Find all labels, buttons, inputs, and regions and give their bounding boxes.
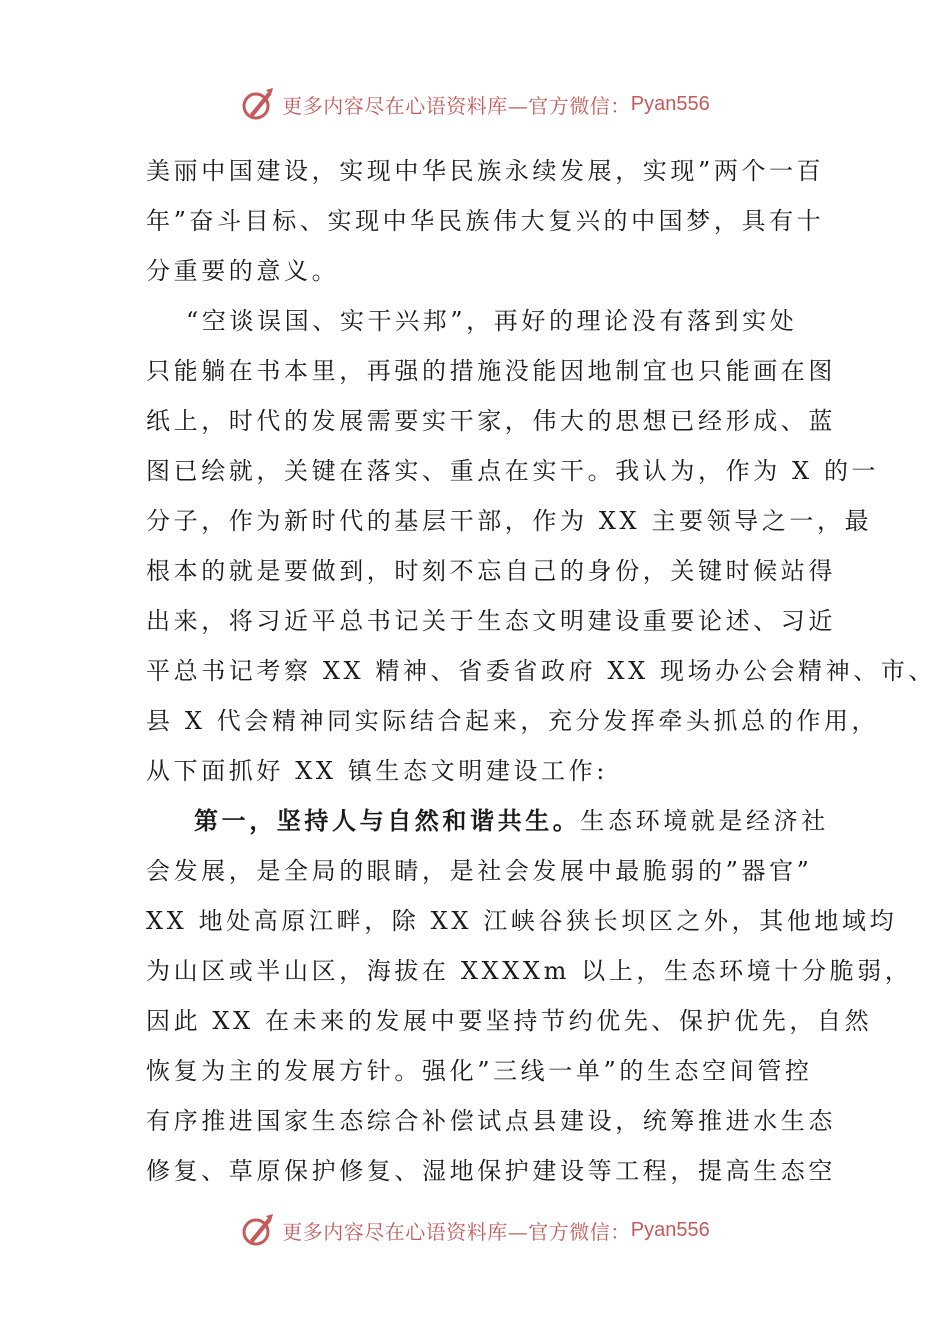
text-line: 出来，将习近平总书记关于生态文明建设重要论述、习近 bbox=[146, 607, 836, 635]
text-line: 年”奋斗目标、实现中华民族伟大复兴的中国梦，具有十 bbox=[146, 207, 825, 235]
watermark-text: 更多内容尽在心语资料库—官方微信： bbox=[282, 1219, 631, 1244]
watermark-wechat-id: Pyan556 bbox=[630, 92, 710, 115]
footer-watermark bbox=[0, 1210, 950, 1250]
text-line: 平总书记考察 XX 精神、省委省政府 XX 现场办公会精神、市、 bbox=[146, 657, 937, 685]
text-line: 因此 XX 在未来的发展中要坚持节约优先、保护优先，自然 bbox=[146, 1007, 873, 1035]
section-heading: 第一，坚持人与自然和谐共生。 bbox=[194, 806, 581, 835]
text-line: 纸上，时代的发展需要实干家，伟大的思想已经形成、蓝 bbox=[146, 407, 836, 435]
text-line bbox=[146, 796, 829, 846]
watermark-text: 更多内容尽在心语资料库—官方微信： bbox=[282, 93, 631, 118]
text-line: “空谈误国、实干兴邦”，再好的理论没有落到实处 bbox=[186, 307, 798, 335]
watermark-wechat-id: Pyan556 bbox=[630, 1218, 710, 1241]
text-line: 根本的就是要做到，时刻不忘自己的身份，关键时候站得 bbox=[146, 557, 836, 585]
text-line: 美丽中国建设，实现中华民族永续发展，实现”两个一百 bbox=[146, 157, 825, 185]
header-watermark bbox=[0, 84, 950, 124]
text-line: 会发展，是全局的眼睛，是社会发展中最脆弱的”器官” bbox=[146, 857, 813, 885]
text-span: 生态环境就是经济社 bbox=[580, 807, 829, 835]
text-line: 从下面抓好 XX 镇生态文明建设工作: bbox=[146, 757, 608, 785]
text-line: 分子，作为新时代的基层干部，作为 XX 主要领导之一，最 bbox=[146, 507, 873, 535]
text-line: 县 X 代会精神同实际结合起来，充分发挥牵头抓总的作用， bbox=[146, 707, 880, 735]
quill-logo-icon bbox=[240, 1212, 276, 1248]
text-line: 修复、草原保护修复、湿地保护建设等工程，提高生态空 bbox=[146, 1157, 836, 1185]
text-line: XX 地处高原江畔，除 XX 江峡谷狭长坝区之外，其他地域均 bbox=[146, 907, 898, 935]
paragraph-2 bbox=[146, 296, 937, 796]
text-line: 图已绘就，关键在落实、重点在实干。我认为，作为 X 的一 bbox=[146, 457, 880, 485]
paragraph-1 bbox=[146, 146, 826, 296]
text-line: 为山区或半山区，海拔在 XXXXm 以上，生态环境十分脆弱， bbox=[146, 957, 913, 985]
text-line: 恢复为主的发展方针。强化”三线一单”的生态空间管控 bbox=[146, 1057, 813, 1085]
paragraph-3 bbox=[146, 796, 913, 1196]
text-line: 分重要的意义。 bbox=[146, 257, 340, 285]
document-body bbox=[146, 146, 937, 1196]
quill-logo-icon bbox=[240, 86, 276, 122]
text-line: 有序推进国家生态综合补偿试点县建设，统筹推进水生态 bbox=[146, 1107, 836, 1135]
text-line: 只能躺在书本里，再强的措施没能因地制宜也只能画在图 bbox=[146, 357, 836, 385]
